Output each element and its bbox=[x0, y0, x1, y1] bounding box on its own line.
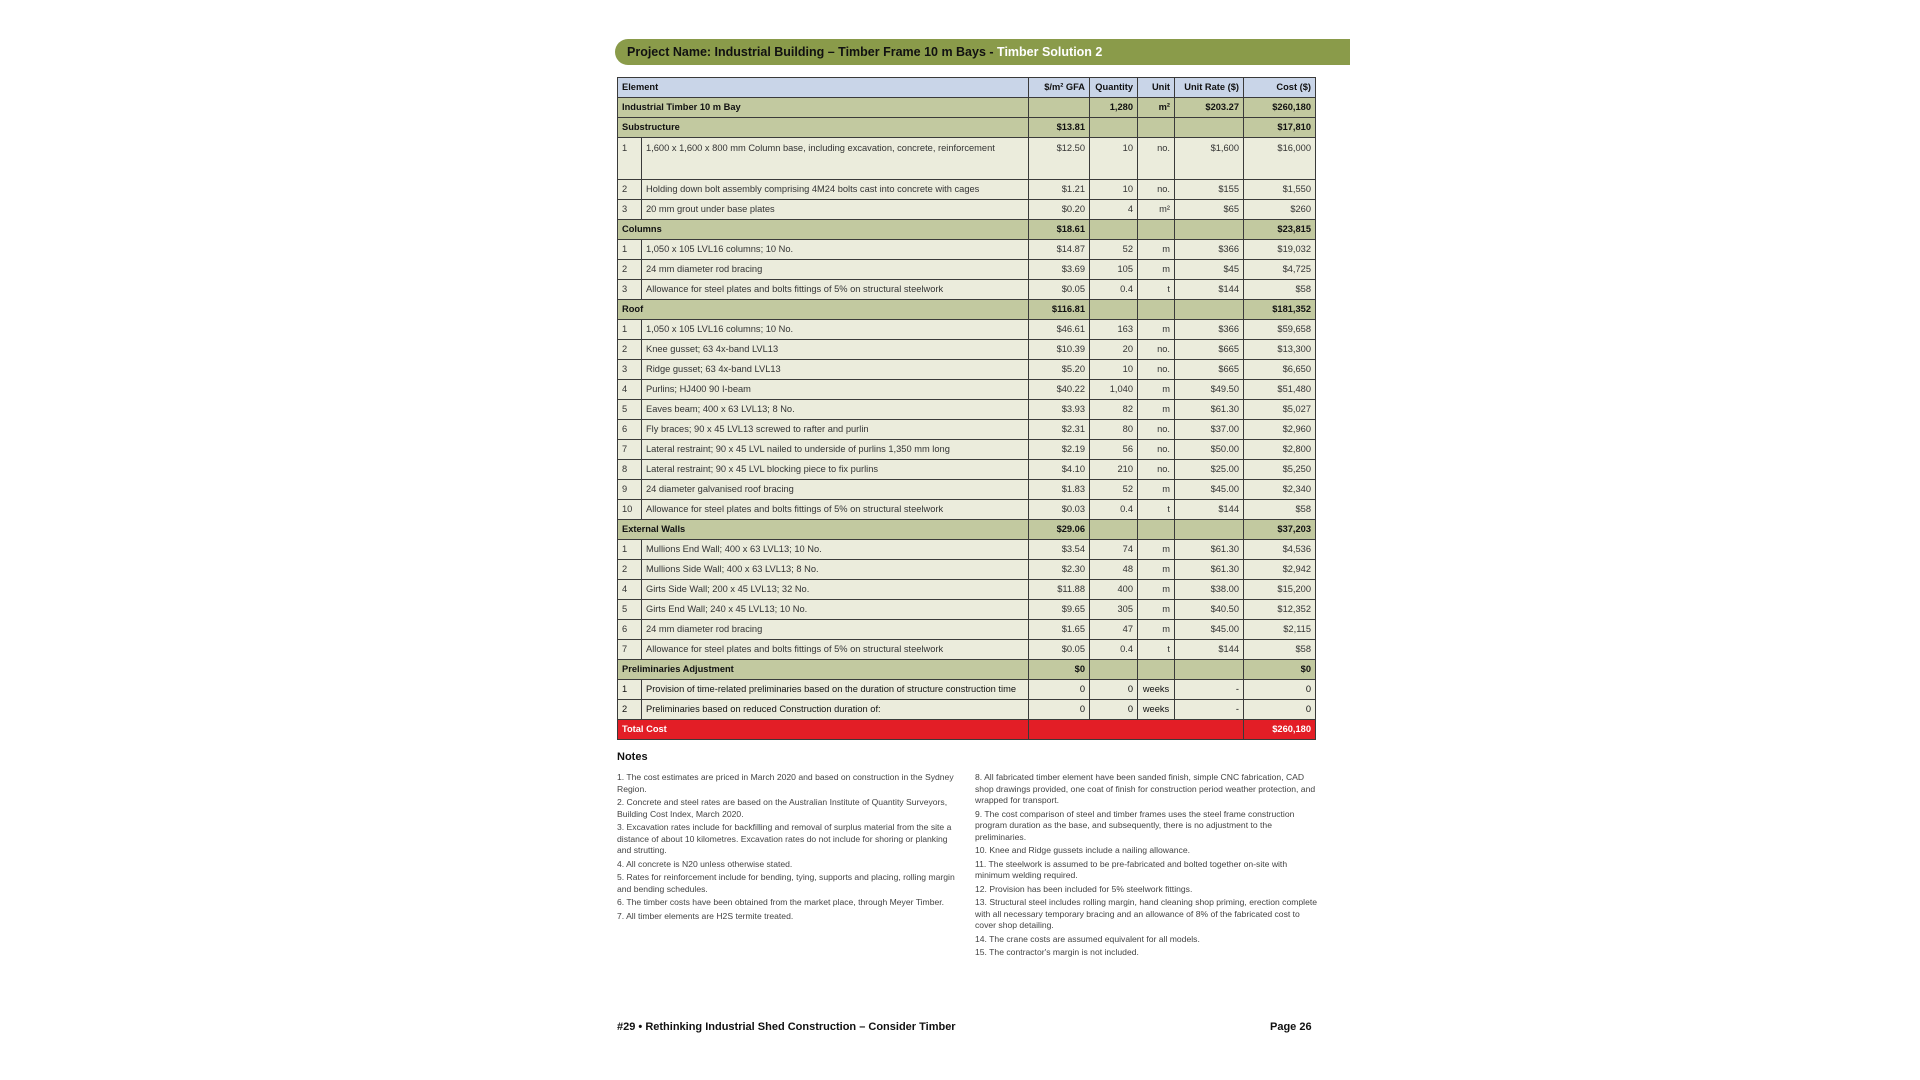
item-cost: $58 bbox=[1244, 640, 1316, 660]
section-cost: $37,203 bbox=[1244, 520, 1316, 540]
item-number: 1 bbox=[618, 138, 642, 180]
item-gfa: $12.50 bbox=[1029, 138, 1090, 180]
notes-title: Notes bbox=[617, 751, 648, 763]
item-quantity: 210 bbox=[1090, 460, 1138, 480]
top-label: Industrial Timber 10 m Bay bbox=[618, 98, 1029, 118]
section-gfa: $116.81 bbox=[1029, 300, 1090, 320]
item-unit: m bbox=[1138, 480, 1175, 500]
table-row bbox=[618, 200, 1316, 220]
item-gfa: $3.54 bbox=[1029, 540, 1090, 560]
item-unit: no. bbox=[1138, 340, 1175, 360]
footer-page-number: Page 26 bbox=[1270, 1021, 1312, 1033]
section-cost: $0 bbox=[1244, 660, 1316, 680]
item-number: 5 bbox=[618, 600, 642, 620]
item-unit-rate: $65 bbox=[1175, 200, 1244, 220]
table-row bbox=[618, 640, 1316, 660]
item-gfa: $0.03 bbox=[1029, 500, 1090, 520]
item-unit-rate: $366 bbox=[1175, 240, 1244, 260]
item-description: Holding down bolt assembly comprising 4M24 bolts cast into concrete with cages bbox=[642, 180, 1029, 200]
top-qty: 1,280 bbox=[1090, 98, 1138, 118]
item-quantity: 4 bbox=[1090, 200, 1138, 220]
item-unit-rate: $25.00 bbox=[1175, 460, 1244, 480]
section-cost: $181,352 bbox=[1244, 300, 1316, 320]
item-gfa: $4.10 bbox=[1029, 460, 1090, 480]
item-cost: $2,942 bbox=[1244, 560, 1316, 580]
item-unit-rate: $144 bbox=[1175, 280, 1244, 300]
section-row bbox=[618, 300, 1316, 320]
item-unit-rate: $45.00 bbox=[1175, 480, 1244, 500]
item-number: 3 bbox=[618, 360, 642, 380]
item-description: 1,600 x 1,600 x 800 mm Column base, including excavation, concrete, reinforcement bbox=[642, 138, 1029, 180]
table-row bbox=[618, 380, 1316, 400]
note-item: 6. The timber costs have been obtained from the market place, through Meyer Timber. bbox=[617, 897, 945, 907]
item-gfa: 0 bbox=[1029, 680, 1090, 700]
item-cost: $15,200 bbox=[1244, 580, 1316, 600]
item-unit: m bbox=[1138, 380, 1175, 400]
item-quantity: 10 bbox=[1090, 180, 1138, 200]
item-unit: m bbox=[1138, 400, 1175, 420]
item-cost: $5,027 bbox=[1244, 400, 1316, 420]
item-unit: m bbox=[1138, 240, 1175, 260]
item-number: 6 bbox=[618, 620, 642, 640]
item-gfa: $3.69 bbox=[1029, 260, 1090, 280]
item-unit: m bbox=[1138, 620, 1175, 640]
item-unit: weeks bbox=[1138, 680, 1175, 700]
item-unit-rate: $49.50 bbox=[1175, 380, 1244, 400]
item-number: 2 bbox=[618, 180, 642, 200]
item-quantity: 105 bbox=[1090, 260, 1138, 280]
project-label: Project Name bbox=[627, 45, 707, 59]
item-unit-rate: $665 bbox=[1175, 360, 1244, 380]
header-unit: Unit bbox=[1138, 78, 1175, 98]
item-description: Mullions End Wall; 400 x 63 LVL13; 10 No. bbox=[642, 540, 1029, 560]
table-row bbox=[618, 460, 1316, 480]
header-gfa: $/m² GFA bbox=[1029, 78, 1090, 98]
item-number: 7 bbox=[618, 440, 642, 460]
table-row bbox=[618, 600, 1316, 620]
section-gfa: $0 bbox=[1029, 660, 1090, 680]
section-unit-empty bbox=[1138, 300, 1175, 320]
section-name: Substructure bbox=[618, 118, 1029, 138]
section-gfa: $18.61 bbox=[1029, 220, 1090, 240]
top-rate: $203.27 bbox=[1175, 98, 1244, 118]
item-unit: m bbox=[1138, 260, 1175, 280]
solution-label: Timber Solution 2 bbox=[997, 45, 1103, 59]
item-unit-rate: $144 bbox=[1175, 500, 1244, 520]
item-cost: $2,800 bbox=[1244, 440, 1316, 460]
top-summary-row bbox=[618, 98, 1316, 118]
item-description: Lateral restraint; 90 x 45 LVL blocking piece to fix purlins bbox=[642, 460, 1029, 480]
item-unit: no. bbox=[1138, 180, 1175, 200]
item-quantity: 400 bbox=[1090, 580, 1138, 600]
item-cost: $1,550 bbox=[1244, 180, 1316, 200]
item-gfa: $2.19 bbox=[1029, 440, 1090, 460]
notes-right-column bbox=[975, 772, 1320, 961]
item-description: Preliminaries based on reduced Construction duration of: bbox=[642, 700, 1029, 720]
item-gfa: $0.20 bbox=[1029, 200, 1090, 220]
item-number: 1 bbox=[618, 680, 642, 700]
item-gfa: $1.65 bbox=[1029, 620, 1090, 640]
item-unit: m² bbox=[1138, 200, 1175, 220]
table-row bbox=[618, 138, 1316, 180]
item-number: 1 bbox=[618, 320, 642, 340]
note-item: 8. All fabricated timber element have been sanded finish, simple CNC fabrication, CAD shop drawings provided, one coat of finish for construction period weather protection, and wrapped for transport. bbox=[975, 772, 1316, 805]
item-description: Knee gusset; 63 4x-band LVL13 bbox=[642, 340, 1029, 360]
item-quantity: 0.4 bbox=[1090, 500, 1138, 520]
item-quantity: 82 bbox=[1090, 400, 1138, 420]
total-cost: $260,180 bbox=[1244, 720, 1316, 740]
item-description: Ridge gusset; 63 4x-band LVL13 bbox=[642, 360, 1029, 380]
item-cost: $5,250 bbox=[1244, 460, 1316, 480]
item-unit-rate: $50.00 bbox=[1175, 440, 1244, 460]
item-unit: no. bbox=[1138, 360, 1175, 380]
item-unit: m bbox=[1138, 560, 1175, 580]
item-cost: $4,536 bbox=[1244, 540, 1316, 560]
section-qty-empty bbox=[1090, 660, 1138, 680]
note-item: 15. The contractor's margin is not included. bbox=[975, 947, 1139, 957]
item-number: 2 bbox=[618, 700, 642, 720]
item-number: 2 bbox=[618, 260, 642, 280]
item-quantity: 0.4 bbox=[1090, 640, 1138, 660]
item-description: 24 mm diameter rod bracing bbox=[642, 620, 1029, 640]
item-unit-rate: $40.50 bbox=[1175, 600, 1244, 620]
section-unit-empty bbox=[1138, 220, 1175, 240]
section-rate-empty bbox=[1175, 520, 1244, 540]
item-cost: $51,480 bbox=[1244, 380, 1316, 400]
item-cost: $4,725 bbox=[1244, 260, 1316, 280]
item-number: 2 bbox=[618, 560, 642, 580]
item-cost: $19,032 bbox=[1244, 240, 1316, 260]
section-cost: $17,810 bbox=[1244, 118, 1316, 138]
item-description: Allowance for steel plates and bolts fittings of 5% on structural steelwork bbox=[642, 280, 1029, 300]
item-description: Lateral restraint; 90 x 45 LVL nailed to underside of purlins 1,350 mm long bbox=[642, 440, 1029, 460]
item-unit-rate: - bbox=[1175, 680, 1244, 700]
item-gfa: $5.20 bbox=[1029, 360, 1090, 380]
item-gfa: $2.30 bbox=[1029, 560, 1090, 580]
item-quantity: 0 bbox=[1090, 680, 1138, 700]
section-rate-empty bbox=[1175, 300, 1244, 320]
item-number: 9 bbox=[618, 480, 642, 500]
item-unit: no. bbox=[1138, 440, 1175, 460]
table-row bbox=[618, 620, 1316, 640]
table-row bbox=[618, 480, 1316, 500]
item-description: 1,050 x 105 LVL16 columns; 10 No. bbox=[642, 320, 1029, 340]
item-quantity: 80 bbox=[1090, 420, 1138, 440]
item-quantity: 0.4 bbox=[1090, 280, 1138, 300]
item-description: Mullions Side Wall; 400 x 63 LVL13; 8 No. bbox=[642, 560, 1029, 580]
header-unit-rate: Unit Rate ($) bbox=[1175, 78, 1244, 98]
item-number: 2 bbox=[618, 340, 642, 360]
item-cost: $2,340 bbox=[1244, 480, 1316, 500]
item-cost: 0 bbox=[1244, 700, 1316, 720]
note-item: 3. Excavation rates include for backfilling and removal of surplus material from the site a distance of about 10 kilometres. Excavation rates do not include for shoring or planking and strutting. bbox=[617, 822, 952, 855]
item-unit-rate: $45.00 bbox=[1175, 620, 1244, 640]
top-cost: $260,180 bbox=[1244, 98, 1316, 118]
item-unit-rate: $1,600 bbox=[1175, 138, 1244, 180]
item-quantity: 10 bbox=[1090, 138, 1138, 180]
table-row bbox=[618, 420, 1316, 440]
item-number: 10 bbox=[618, 500, 642, 520]
item-gfa: $46.61 bbox=[1029, 320, 1090, 340]
item-gfa: $10.39 bbox=[1029, 340, 1090, 360]
section-rate-empty bbox=[1175, 118, 1244, 138]
item-unit: no. bbox=[1138, 420, 1175, 440]
total-spacer bbox=[1029, 720, 1244, 740]
item-unit: no. bbox=[1138, 138, 1175, 180]
top-gfa bbox=[1029, 98, 1090, 118]
note-item: 5. Rates for reinforcement include for bending, tying, supports and placing, rolling margin and bending schedules. bbox=[617, 872, 955, 894]
item-number: 3 bbox=[618, 280, 642, 300]
note-item: 14. The crane costs are assumed equivalent for all models. bbox=[975, 933, 1200, 944]
item-cost: $260 bbox=[1244, 200, 1316, 220]
item-gfa: $40.22 bbox=[1029, 380, 1090, 400]
note-item: 11. The steelwork is assumed to be pre-fabricated and bolted together on-site with minimum welding required. bbox=[975, 858, 1288, 880]
section-unit-empty bbox=[1138, 118, 1175, 138]
section-unit-empty bbox=[1138, 520, 1175, 540]
section-qty-empty bbox=[1090, 520, 1138, 540]
item-gfa: $0.05 bbox=[1029, 640, 1090, 660]
item-gfa: $0.05 bbox=[1029, 280, 1090, 300]
item-number: 4 bbox=[618, 380, 642, 400]
item-cost: $59,658 bbox=[1244, 320, 1316, 340]
notes-left-column bbox=[617, 772, 962, 924]
item-unit: m bbox=[1138, 320, 1175, 340]
item-number: 6 bbox=[618, 420, 642, 440]
table-row bbox=[618, 500, 1316, 520]
item-number: 7 bbox=[618, 640, 642, 660]
header-element: Element bbox=[618, 78, 1029, 98]
section-qty-empty bbox=[1090, 220, 1138, 240]
item-quantity: 305 bbox=[1090, 600, 1138, 620]
section-row bbox=[618, 660, 1316, 680]
table-row bbox=[618, 260, 1316, 280]
item-gfa: $3.93 bbox=[1029, 400, 1090, 420]
item-gfa: $2.31 bbox=[1029, 420, 1090, 440]
item-description: 20 mm grout under base plates bbox=[642, 200, 1029, 220]
section-qty-empty bbox=[1090, 118, 1138, 138]
item-unit-rate: $38.00 bbox=[1175, 580, 1244, 600]
cost-table-body bbox=[618, 98, 1316, 740]
note-item: 1. The cost estimates are priced in March 2020 and based on construction in the Sydney Region. bbox=[617, 772, 954, 794]
item-number: 5 bbox=[618, 400, 642, 420]
item-description: Allowance for steel plates and bolts fittings of 5% on structural steelwork bbox=[642, 500, 1029, 520]
item-unit-rate: $37.00 bbox=[1175, 420, 1244, 440]
item-gfa: $1.83 bbox=[1029, 480, 1090, 500]
item-quantity: 52 bbox=[1090, 480, 1138, 500]
item-cost: $12,352 bbox=[1244, 600, 1316, 620]
item-unit-rate: $45 bbox=[1175, 260, 1244, 280]
item-number: 4 bbox=[618, 580, 642, 600]
item-quantity: 52 bbox=[1090, 240, 1138, 260]
note-item: 12. Provision has been included for 5% steelwork fittings. bbox=[975, 883, 1193, 894]
table-row bbox=[618, 360, 1316, 380]
section-name: Roof bbox=[618, 300, 1029, 320]
table-row bbox=[618, 540, 1316, 560]
item-gfa: 0 bbox=[1029, 700, 1090, 720]
item-description: 24 diameter galvanised roof bracing bbox=[642, 480, 1029, 500]
top-unit: m² bbox=[1138, 98, 1175, 118]
item-cost: $6,650 bbox=[1244, 360, 1316, 380]
footer-publication: #29 • Rethinking Industrial Shed Construction – Consider Timber bbox=[617, 1021, 956, 1033]
item-cost: $13,300 bbox=[1244, 340, 1316, 360]
item-unit-rate: $155 bbox=[1175, 180, 1244, 200]
item-unit-rate: $61.30 bbox=[1175, 540, 1244, 560]
item-description: Girts End Wall; 240 x 45 LVL13; 10 No. bbox=[642, 600, 1029, 620]
section-rate-empty bbox=[1175, 220, 1244, 240]
item-quantity: 74 bbox=[1090, 540, 1138, 560]
item-description: Eaves beam; 400 x 63 LVL13; 8 No. bbox=[642, 400, 1029, 420]
item-description: Provision of time-related preliminaries based on the duration of structure construction time bbox=[642, 680, 1029, 700]
item-description: 1,050 x 105 LVL16 columns; 10 No. bbox=[642, 240, 1029, 260]
table-row bbox=[618, 700, 1316, 720]
item-unit-rate: $665 bbox=[1175, 340, 1244, 360]
section-cost: $23,815 bbox=[1244, 220, 1316, 240]
item-unit: weeks bbox=[1138, 700, 1175, 720]
table-row bbox=[618, 560, 1316, 580]
item-number: 1 bbox=[618, 540, 642, 560]
item-cost: $58 bbox=[1244, 280, 1316, 300]
table-row bbox=[618, 680, 1316, 700]
item-quantity: 47 bbox=[1090, 620, 1138, 640]
item-cost: 0 bbox=[1244, 680, 1316, 700]
table-row bbox=[618, 440, 1316, 460]
item-unit-rate: $61.30 bbox=[1175, 400, 1244, 420]
item-quantity: 1,040 bbox=[1090, 380, 1138, 400]
item-unit: no. bbox=[1138, 460, 1175, 480]
note-item: 10. Knee and Ridge gussets include a nailing allowance. bbox=[975, 845, 1190, 855]
item-description: Girts Side Wall; 200 x 45 LVL13; 32 No. bbox=[642, 580, 1029, 600]
note-item: 9. The cost comparison of steel and timber frames uses the steel frame construction program duration as the base, and subsequently, there is no adjustment to the preliminaries. bbox=[975, 808, 1295, 842]
table-row bbox=[618, 280, 1316, 300]
item-cost: $58 bbox=[1244, 500, 1316, 520]
table-row bbox=[618, 400, 1316, 420]
section-row bbox=[618, 118, 1316, 138]
item-unit: t bbox=[1138, 640, 1175, 660]
section-qty-empty bbox=[1090, 300, 1138, 320]
item-unit: t bbox=[1138, 500, 1175, 520]
item-unit-rate: - bbox=[1175, 700, 1244, 720]
item-description: 24 mm diameter rod bracing bbox=[642, 260, 1029, 280]
total-label: Total Cost bbox=[618, 720, 1029, 740]
item-description: Allowance for steel plates and bolts fittings of 5% on structural steelwork bbox=[642, 640, 1029, 660]
item-number: 3 bbox=[618, 200, 642, 220]
item-quantity: 163 bbox=[1090, 320, 1138, 340]
section-name: External Walls bbox=[618, 520, 1029, 540]
item-gfa: $9.65 bbox=[1029, 600, 1090, 620]
note-item: 7. All timber elements are H2S termite treated. bbox=[617, 910, 794, 921]
item-number: 1 bbox=[618, 240, 642, 260]
item-quantity: 10 bbox=[1090, 360, 1138, 380]
note-item: 13. Structural steel includes rolling margin, hand cleaning shop priming, erection complete with all necessary temporary bracing and an allowance of 8% of the fabricated cost to cover shop detailing. bbox=[975, 897, 1318, 930]
item-unit: m bbox=[1138, 600, 1175, 620]
item-cost: $2,115 bbox=[1244, 620, 1316, 640]
project-banner bbox=[615, 39, 1350, 65]
item-quantity: 56 bbox=[1090, 440, 1138, 460]
section-row bbox=[618, 220, 1316, 240]
table-row bbox=[618, 240, 1316, 260]
table-header-row bbox=[618, 78, 1316, 98]
item-quantity: 48 bbox=[1090, 560, 1138, 580]
header-quantity: Quantity bbox=[1090, 78, 1138, 98]
item-unit: t bbox=[1138, 280, 1175, 300]
item-unit-rate: $144 bbox=[1175, 640, 1244, 660]
item-number: 8 bbox=[618, 460, 642, 480]
section-row bbox=[618, 520, 1316, 540]
item-unit: m bbox=[1138, 540, 1175, 560]
table-row bbox=[618, 320, 1316, 340]
item-unit: m bbox=[1138, 580, 1175, 600]
item-description: Fly braces; 90 x 45 LVL13 screwed to rafter and purlin bbox=[642, 420, 1029, 440]
item-gfa: $14.87 bbox=[1029, 240, 1090, 260]
table-row bbox=[618, 180, 1316, 200]
header-cost: Cost ($) bbox=[1244, 78, 1316, 98]
item-description: Purlins; HJ400 90 I-beam bbox=[642, 380, 1029, 400]
item-quantity: 0 bbox=[1090, 700, 1138, 720]
section-gfa: $29.06 bbox=[1029, 520, 1090, 540]
note-item: 4. All concrete is N20 unless otherwise stated. bbox=[617, 858, 793, 869]
item-gfa: $11.88 bbox=[1029, 580, 1090, 600]
section-unit-empty bbox=[1138, 660, 1175, 680]
item-cost: $16,000 bbox=[1244, 138, 1316, 180]
section-name: Columns bbox=[618, 220, 1029, 240]
item-unit-rate: $61.30 bbox=[1175, 560, 1244, 580]
table-row bbox=[618, 340, 1316, 360]
total-row bbox=[618, 720, 1316, 740]
item-gfa: $1.21 bbox=[1029, 180, 1090, 200]
section-rate-empty bbox=[1175, 660, 1244, 680]
table-row bbox=[618, 580, 1316, 600]
note-item: 2. Concrete and steel rates are based on the Australian Institute of Quantity Surveyors, Building Cost Index, March 2020. bbox=[617, 797, 948, 819]
cost-table bbox=[617, 77, 1316, 740]
item-cost: $2,960 bbox=[1244, 420, 1316, 440]
item-unit-rate: $366 bbox=[1175, 320, 1244, 340]
section-gfa: $13.81 bbox=[1029, 118, 1090, 138]
project-title: : Industrial Building – Timber Frame 10 m Bays - bbox=[706, 45, 998, 59]
section-name: Preliminaries Adjustment bbox=[618, 660, 1029, 680]
item-quantity: 20 bbox=[1090, 340, 1138, 360]
